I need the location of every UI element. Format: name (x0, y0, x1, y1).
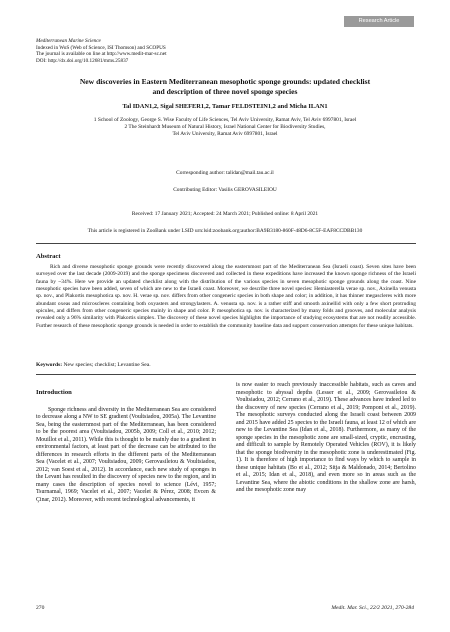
keywords-label: Keywords: (36, 362, 63, 368)
affiliation-1: 1 School of Zoology, George S. Wise Faculty of Life Sciences, Tel Aviv University, Ramat Aviv, Tel Aviv 6997801, Israel (93, 117, 357, 123)
journal-info (36, 38, 167, 64)
title-line-1: New discoveries in Eastern Mediterranean mesophotic sponge grounds: updated checklist (79, 77, 371, 86)
divider-top (36, 243, 416, 244)
introduction-text-right: is now easier to reach previously inaccessible habitats, such as caves and mesophotic to abyssal depths (Lesser et al., 2009; Gerovasileiou & Voultsiadou, 2012; Cerrano et al., 2019). These advances have indeed led to the discovery of new species (Cerrano et al., 2019; Pomponi et al., 2019). The mesophotic surveys conducted along the Israeli coast between 2009 and 2015 have added 25 species to the Israeli fauna, at least 12 of which are new to the Levantine Sea (Idan et al., 2018). Furthermore, as many of the sponge species in the mesophotic zone are small-sized, cryptic, encrusting, and difficult to sample by Remotely Operated Vehicles (ROV), it is likely that the sponge biodiversity in the mesophotic zone is underestimated (Fig. 1). It is therefore of high importance to find ways by which to sample in these unique habitats (Bo et al., 2012; Sitja & Maldonado, 2014; Bertolino et al., 2015; Idan et al., 2018), and even more so in areas such as the Levantine Sea, where the abiotic conditions in the shallow zone are harsh, and the mesophotic zone may (236, 382, 416, 493)
affiliation-2-cont: Tel Aviv University, Ramat Aviv 6997801, Israel (172, 131, 278, 138)
column-right (236, 382, 416, 495)
contributing-editor: Contributing Editor: Vasilis GEROVASILEIOU (173, 187, 277, 193)
introduction-text-left: Sponge richness and diversity in the Mediterranean Sea are considered to decrease along a NW to SE gradient (Voultsiadou, 2005a). The Levantine Sea, being the easternmost part of the Mediterranean, has been considered to be the poorest area (Voultsiadou, 2005b, 2009; Coll et al., 2010; 2012; Mouillot et al., 2011). While this is thought to be mainly due to a gradient in environmental factors, at least part of the decrease can be attributed to the differences in research efforts in the different parts of the Mediterranean Sea (Vacelet et al., 2007; Voultsiadou, 2009; Gerovasileiou & Voultsiadou, 2012; van Soest et al., 2012). In accordance, each new study of sponges in the Levant has resulted in the discovery of species new to the region, and in many cases the description of species novel to science (Lévi, 1957; Tsurnamal, 1969; Vacelet et al., 2007; Vacelet & Pérez, 2008; Evcen & Çinar, 2012). Moreover, with recent technological advancements, it (36, 406, 216, 503)
keywords (36, 362, 151, 368)
corresponding-author[interactable]: Corresponding author: talidan@mail.tau.ac.il (176, 170, 274, 176)
abstract-heading: Abstract (36, 253, 61, 260)
affiliation-2: 2 The Steinhardt Museum of Natural History, Israel National Center for Biodiversity Studies, (124, 124, 326, 131)
abstract-text: Rich and diverse mesophotic sponge grounds were recently discovered along the easternmost part of the Mediterranean Sea (Israeli coast). Seven sites have been surveyed over the last decade (2009-2019) and the sponge specimens discovered and collected in these expeditions have increased the known sponge richness of the Israeli fauna by ~34%. Here we provide an updated checklist along with the distribution of the various species in seven mesophotic sponge grounds along the coast. Nine mesophotic species have been added, seven of which are new to the Israeli coast. Moreover, we describe three novel species: Hemiasterella verae sp. nov., Axinella venusta sp. nov., and Plakortis mesophotica sp. nov. H. verae sp. nov. differs from other congeneric species in both shape and color; in addition, it has thinner megascleres with more abundant oxeas and microscleres containing both oxyasters and strongylasters. A. venusta sp. nov. is a rather stiff and smooth axinellid with only a few short protruding spicules, and differs from other congeneric species mainly in shape and color. P. mesophotica sp. nov. is characterized by many folds and grooves, and molecular analysis revealed only a 96% similarity with Plakortis simplex. The discovery of these novel species highlights the importance of studying ecosystems that are not readily accessible. Further research of these mesophotic sponge grounds is needed in order to establish the community baseline data and support conservation attempts for these unique habitats. (36, 264, 416, 329)
article-title (50, 77, 400, 96)
keywords-value: New species; checklist; Levantine Sea. (63, 362, 151, 368)
article-dates: Received: 17 January 2021; Accepted: 24 March 2021; Published online: 8 April 2021 (131, 211, 319, 217)
column-left (36, 389, 216, 504)
affiliations (60, 117, 390, 139)
introduction-heading: Introduction (36, 389, 72, 396)
page-number: 270 (36, 605, 45, 611)
journal-citation: Medit. Mar. Sci., 22/2 2021, 270-284 (331, 605, 414, 611)
article-type-badge: Research Article (344, 16, 414, 27)
title-line-2: and description of three novel sponge species (152, 86, 298, 96)
journal-doi[interactable]: DOI: http://dx.doi.org/10.12681/mms.25837 (36, 57, 129, 64)
journal-name: Mediterranean Marine Science (36, 38, 101, 44)
journal-url-line[interactable]: The journal is available on line at http://www.medit-mar-sc.net (36, 51, 167, 58)
journal-indexing: Indexed in WoS (Web of Science, ISI Thomson) and SCOPUS (36, 44, 166, 51)
author-list: Tal IDAN1,2, Sigal SHEFER1,2, Tamar FELDSTEIN1,2 and Micha ILAN1 (122, 103, 328, 110)
divider-bottom (36, 374, 416, 375)
zoobank-registration: This article is registered in ZooBank under LSID urn:lsid:zoobank.org:author:BA9B3180-860F-48D6-8C5F-EAF8CCDBB130 (87, 228, 363, 234)
